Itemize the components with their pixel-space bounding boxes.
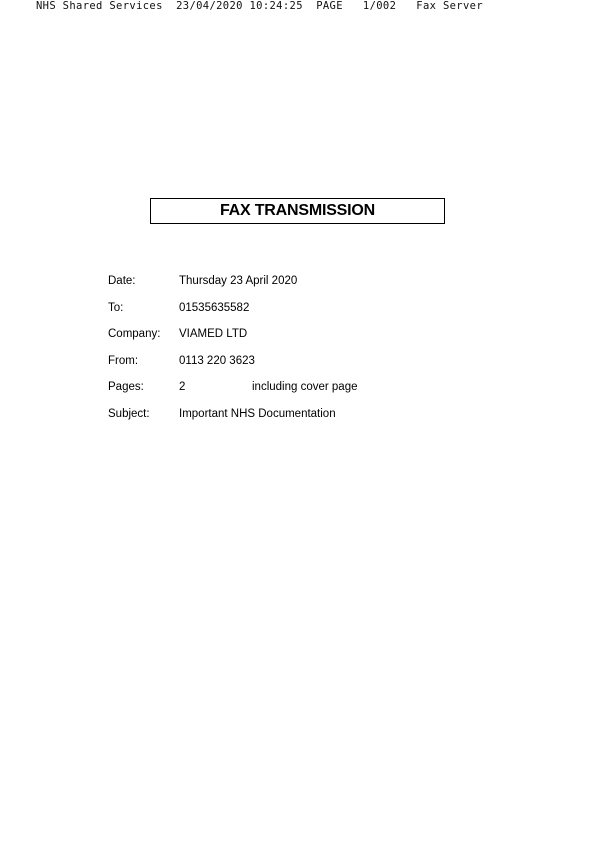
field-value-pages: 2 (179, 381, 186, 394)
field-value-company: VIAMED LTD (179, 328, 248, 341)
document-title: FAX TRANSMISSION (219, 202, 376, 219)
title-box (150, 198, 445, 224)
field-value-subject: Important NHS Documentation (179, 407, 336, 420)
field-value-from: 0113 220 3623 (179, 354, 255, 367)
field-value-date: Thursday 23 April 2020 (179, 275, 298, 287)
fax-header-line: NHS Shared Services 23/04/2020 10:24:25 PAGE 1/002 Fax Server (36, 0, 483, 12)
field-value-to: 01535635582 (179, 301, 250, 314)
field-label-to: To: (108, 301, 124, 314)
field-note-pages: including cover page (252, 381, 358, 394)
field-label-from: From: (108, 354, 139, 367)
field-label-date: Date: (108, 275, 136, 287)
field-label-pages: Pages: (108, 381, 144, 394)
field-label-company: Company: (108, 328, 161, 341)
field-label-subject: Subject: (108, 407, 150, 420)
